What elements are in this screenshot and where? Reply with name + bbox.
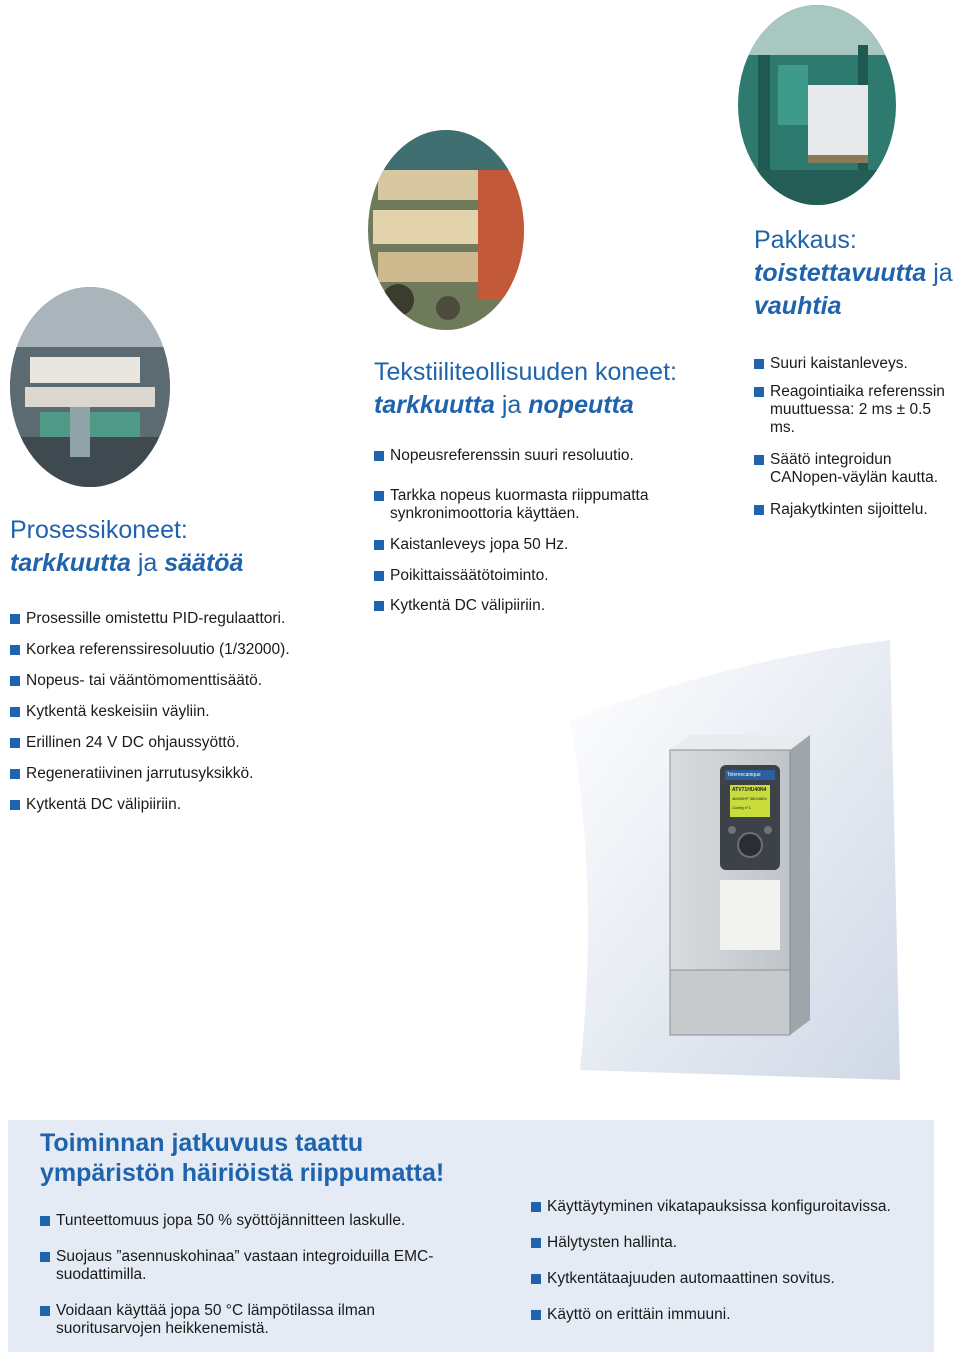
continuity-right-list <box>531 1198 931 1324</box>
list-item: Suojaus ”asennuskohinaa” vastaan integroiduilla EMC-suodattimilla. <box>40 1248 486 1284</box>
list-item: Kaistanleveys jopa 50 Hz. <box>374 536 714 554</box>
list-item: Reagointiaika referenssin muuttuessa: 2 ms ± 0.5 ms. <box>754 383 950 437</box>
bullet-square-icon <box>754 359 764 369</box>
bullet-square-icon <box>531 1202 541 1212</box>
bullet-square-icon <box>374 540 384 550</box>
drive-unit <box>670 735 810 1035</box>
device-screen-line3: Config n°1 <box>732 805 751 810</box>
textile-heading: Tekstiiliteollisuuden koneet: tarkkuutta ja nopeutta <box>374 358 677 419</box>
list-item: Prosessille omistettu PID-regulaattori. <box>10 610 370 641</box>
bullet-square-icon <box>754 505 764 515</box>
list-item: Erillinen 24 V DC ohjaussyöttö. <box>10 734 370 765</box>
bullet-square-icon <box>10 645 20 655</box>
device-brand-label: Telemecanique <box>727 772 761 778</box>
packaging-feature-list <box>754 355 960 519</box>
textile-machine-photo <box>368 130 524 330</box>
list-item: Suuri kaistanleveys. <box>754 355 960 373</box>
bullet-square-icon <box>754 387 764 397</box>
bullet-square-icon <box>531 1274 541 1284</box>
list-item: Hälytysten hallinta. <box>531 1234 931 1252</box>
bullet-square-icon <box>40 1216 50 1226</box>
continuity-panel <box>8 1120 934 1352</box>
textile-feature-list <box>374 447 714 615</box>
list-item: Poikittaissäätötoiminto. <box>374 567 714 585</box>
bullet-square-icon <box>374 491 384 501</box>
bullet-square-icon <box>40 1306 50 1316</box>
bullet-square-icon <box>10 738 20 748</box>
continuity-left-list <box>40 1212 480 1338</box>
bullet-square-icon <box>10 769 20 779</box>
list-item: Regeneratiivinen jarrutusyksikkö. <box>10 765 370 796</box>
bullet-square-icon <box>10 676 20 686</box>
bullet-square-icon <box>10 614 20 624</box>
list-item: Käyttäytyminen vikatapauksissa konfiguroitavissa. <box>531 1198 931 1216</box>
packaging-heading: Pakkaus: toistettavuutta ja vauhtia <box>754 226 953 320</box>
list-item: Tarkka nopeus kuormasta riippumatta synkronimoottoria käyttäen. <box>374 487 690 523</box>
list-item: Kytkentätaajuuden automaattinen sovitus. <box>531 1270 931 1288</box>
bullet-square-icon <box>374 451 384 461</box>
paper-machine-photo <box>10 287 170 487</box>
device-screen-line1: ATV71HU40N4 <box>732 787 767 793</box>
continuity-title: Toiminnan jatkuvuus taattu ympäristön häiriöistä riippumatta! <box>40 1129 445 1187</box>
bullet-square-icon <box>40 1252 50 1262</box>
list-item: Kytkentä DC välipiiriin. <box>10 796 370 827</box>
device-screen-line2: 4kW/5HP 380/480V <box>732 796 768 801</box>
bullet-square-icon <box>374 601 384 611</box>
list-item: Voidaan käyttää jopa 50 °C lämpötilassa ilman suoritusarvojen heikkenemistä. <box>40 1302 426 1338</box>
bullet-square-icon <box>531 1310 541 1320</box>
list-item: Kytkentä keskeisiin väyliin. <box>10 703 370 734</box>
list-item: Tunteettomuus jopa 50 % syöttöjännitteen laskulle. <box>40 1212 480 1230</box>
bullet-square-icon <box>10 707 20 717</box>
bullet-square-icon <box>754 455 764 465</box>
process-feature-list <box>10 610 370 827</box>
bullet-square-icon <box>531 1238 541 1248</box>
list-item: Korkea referenssiresoluutio (1/32000). <box>10 641 370 672</box>
process-heading: Prosessikoneet: tarkkuutta ja säätöä <box>10 516 244 577</box>
list-item: Säätö integroidun CANopen-väylän kautta. <box>754 451 960 487</box>
drive-showcase <box>570 640 900 1080</box>
list-item: Nopeusreferenssin suuri resoluutio. <box>374 447 714 465</box>
bullet-square-icon <box>374 571 384 581</box>
list-item: Nopeus- tai vääntömomenttisäätö. <box>10 672 370 703</box>
list-item: Käyttö on erittäin immuuni. <box>531 1306 931 1324</box>
packaging-machine-photo <box>738 5 896 205</box>
list-item: Rajakytkinten sijoittelu. <box>754 501 960 519</box>
list-item: Kytkentä DC välipiiriin. <box>374 597 714 615</box>
bullet-square-icon <box>10 800 20 810</box>
